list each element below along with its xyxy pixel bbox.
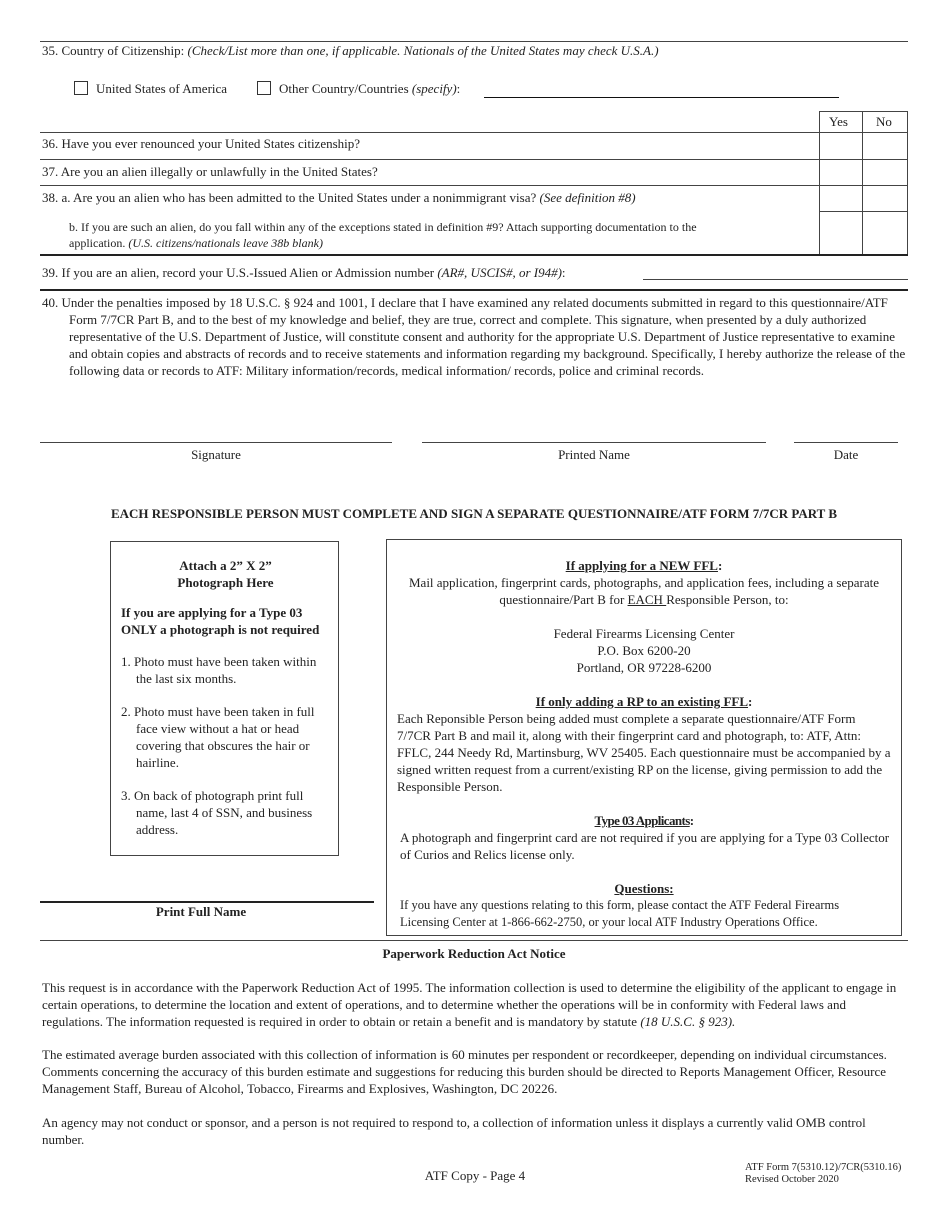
type03-note: If you are applying for a Type 03 ONLY a photograph is not required <box>121 605 320 637</box>
printed-name-field[interactable] <box>422 442 766 443</box>
questions-text: If you have any questions relating to this form, please contact the ATF Federal Firearms Licensing Center at 1-866-662-2750, or your local ATF Industry Operations Office. <box>400 898 840 929</box>
photo-rule: 3. On back of photograph print full name, last 4 of SSN, and business address. <box>121 788 313 837</box>
q38b-text: b. If you are such an alien, do you fall within any of the exceptions stated in definition #9? Attach supporting documentation to the application. (U.S. citizens/nationals leave 38b blank) <box>69 220 697 250</box>
q37-text: 37. Are you an alien illegally or unlawfully in the United States? <box>42 164 378 179</box>
pra-paragraph-2: The estimated average burden associated with this collection of information is 60 minutes per respondent or recordkeeper, depending on individual circumstances. Comments concerning the accuracy of this burden estimate and suggestions for reducing this burden should be directed to Reports Management Officer, Resource Management Staff, Bureau of Alcohol, Tobacco, Firearms and Explosives, Washington, DC 20226. <box>42 1047 887 1096</box>
other-country-option[interactable]: Other Country/Countries (specify): <box>257 81 460 97</box>
q37-no[interactable] <box>863 160 907 185</box>
signature-field[interactable] <box>40 442 392 443</box>
address-line: P.O. Box 6200-20 <box>597 643 691 658</box>
q36-text: 36. Have you ever renounced your United States citizenship? <box>42 136 361 151</box>
banner-heading: EACH RESPONSIBLE PERSON MUST COMPLETE AND SIGN A SEPARATE QUESTIONNAIRE/ATF FORM 7/7CR PART B <box>110 506 838 521</box>
divider <box>40 41 908 42</box>
pra-paragraph-3: An agency may not conduct or sponsor, and a person is not required to respond to, a collection of information unless it displays a currently valid OMB control number. <box>42 1115 866 1147</box>
print-full-name-label: Print Full Name <box>155 904 247 919</box>
alien-number-field[interactable] <box>643 279 908 280</box>
photo-box: Attach a 2” X 2” Photograph Here If you are applying for a Type 03 ONLY a photograph is not required 1. Photo must have been taken within the last six months. 2. Photo must have been taken in full face view without a hat or head covering that obscures the hair or hairline. 3. On back of photograph print full name, last 4 of SSN, and business address. <box>110 541 339 856</box>
q40-declaration: 40. Under the penalties imposed by 18 U.S.C. § 924 and 1001, I declare that I have examined any related documents submitted in regard to this questionnaire/ATF Form 7/7CR Part B, and to the best of my knowledge and belief, they are true, correct and complete. This signature, when presented by a duly authorized representative of the U.S. Department of Justice, will constitute consent and authority for the appropriate U.S. Department of Justice representative to examine and obtain copies and abstracts of records and to receive statements and information regarding my background. Specifically, I hereby authorize the release of the following data or records to ATF: Military information/records, medical information/ records, police and criminal records. <box>42 295 906 378</box>
new-ffl-text: Mail application, fingerprint cards, photographs, and application fees, including a separate questionnaire/Part B for EACH Responsible Person, to: <box>408 575 879 607</box>
page-label: ATF Copy - Page 4 <box>424 1168 526 1183</box>
usa-checkbox[interactable] <box>74 81 88 95</box>
photo-rule: 1. Photo must have been taken within the last six months. <box>121 654 317 686</box>
q36-yes[interactable] <box>820 133 862 159</box>
no-header: No <box>876 114 892 129</box>
yes-header: Yes <box>829 114 848 129</box>
other-country-checkbox[interactable] <box>257 81 271 95</box>
pra-paragraph-1: This request is in accordance with the Paperwork Reduction Act of 1995. The information collection is used to determine the eligibility of the applicant to engage in certain operations, to determine the location and extent of operations, and to determine whether the operations will be in conformity with Federal laws and regulations. The information requested is required in order to obtain or retain a benefit and is mandatory by statute (18 U.S.C. § 923). <box>42 980 897 1029</box>
usa-option[interactable]: United States of America <box>74 81 227 97</box>
q37-yes[interactable] <box>820 160 862 185</box>
date-label: Date <box>833 447 859 462</box>
q38a-text: 38. a. Are you an alien who has been admitted to the United States under a nonimmigrant visa? (See definition #8) <box>42 190 636 205</box>
date-field[interactable] <box>794 442 898 443</box>
address-line: Portland, OR 97228-6200 <box>576 660 712 675</box>
q38a-yes[interactable] <box>820 186 862 211</box>
pra-title: Paperwork Reduction Act Notice <box>382 946 566 961</box>
q39-text: 39. If you are an alien, record your U.S.-Issued Alien or Admission number (AR#, USCIS#, or I94#): <box>42 265 566 280</box>
print-full-name-field[interactable] <box>40 901 374 903</box>
address-line: Federal Firearms Licensing Center <box>553 626 735 641</box>
info-box: If applying for a NEW FFL: Mail application, fingerprint cards, photographs, and application fees, including a separate questionnaire/Part B for EACH Responsible Person, to: Federal Firearms Licensing Center P.O. Box 6200-20 Portland, OR 97228-6200 If only adding a RP to an existing FFL: Each Reponsible Person being added must complete a separate questionnaire/ATF Form 7/7CR Part B and mail it, along with their fingerprint card and photograph, to: ATF, Attn: FFLC, 244 Needy Rd, Martinsburg, WV 25405. Each questionnaire must be accompanied by a signed written request from a current/existing RP on the license, giving permission to add the Responsible Person. Type 03 Applicants: A photograph and fingerprint card are not required if you are applying for a Type 03 Collector of Curios and Relics license only. Questions: If you have any questions relating to this form, please contact the ATF Federal Firearms Licensing Center at 1-866-662-2750, or your local ATF Industry Operations Office. <box>386 539 902 936</box>
photo-rule: 2. Photo must have been taken in full face view without a hat or head covering that obscures the hair or hairline. <box>121 704 315 770</box>
other-country-field[interactable] <box>484 97 839 98</box>
rp-text: Each Reponsible Person being added must complete a separate questionnaire/ATF Form 7/7CR Part B and mail it, along with their fingerprint card and photograph, to: ATF, Attn: FFLC, 244 Needy Rd, Martinsburg, WV 25405. Each questionnaire must be accompanied by a signed written request from a current/existing RP on the license, giving permission to add the Responsible Person. <box>397 711 891 794</box>
q38b-yes[interactable] <box>820 212 862 254</box>
q38b-no[interactable] <box>863 212 907 254</box>
q36-no[interactable] <box>863 133 907 159</box>
q35-label: 35. Country of Citizenship: (Check/List more than one, if applicable. Nationals of the United States may check U.S.A.) <box>42 43 659 58</box>
printed-name-label: Printed Name <box>558 447 630 462</box>
type03-text: A photograph and fingerprint card are not required if you are applying for a Type 03 Collector of Curios and Relics license only. <box>400 830 890 862</box>
form-number: ATF Form 7(5310.12)/7CR(5310.16) Revised October 2020 <box>745 1162 902 1185</box>
q38a-no[interactable] <box>863 186 907 211</box>
signature-label: Signature <box>191 447 241 462</box>
